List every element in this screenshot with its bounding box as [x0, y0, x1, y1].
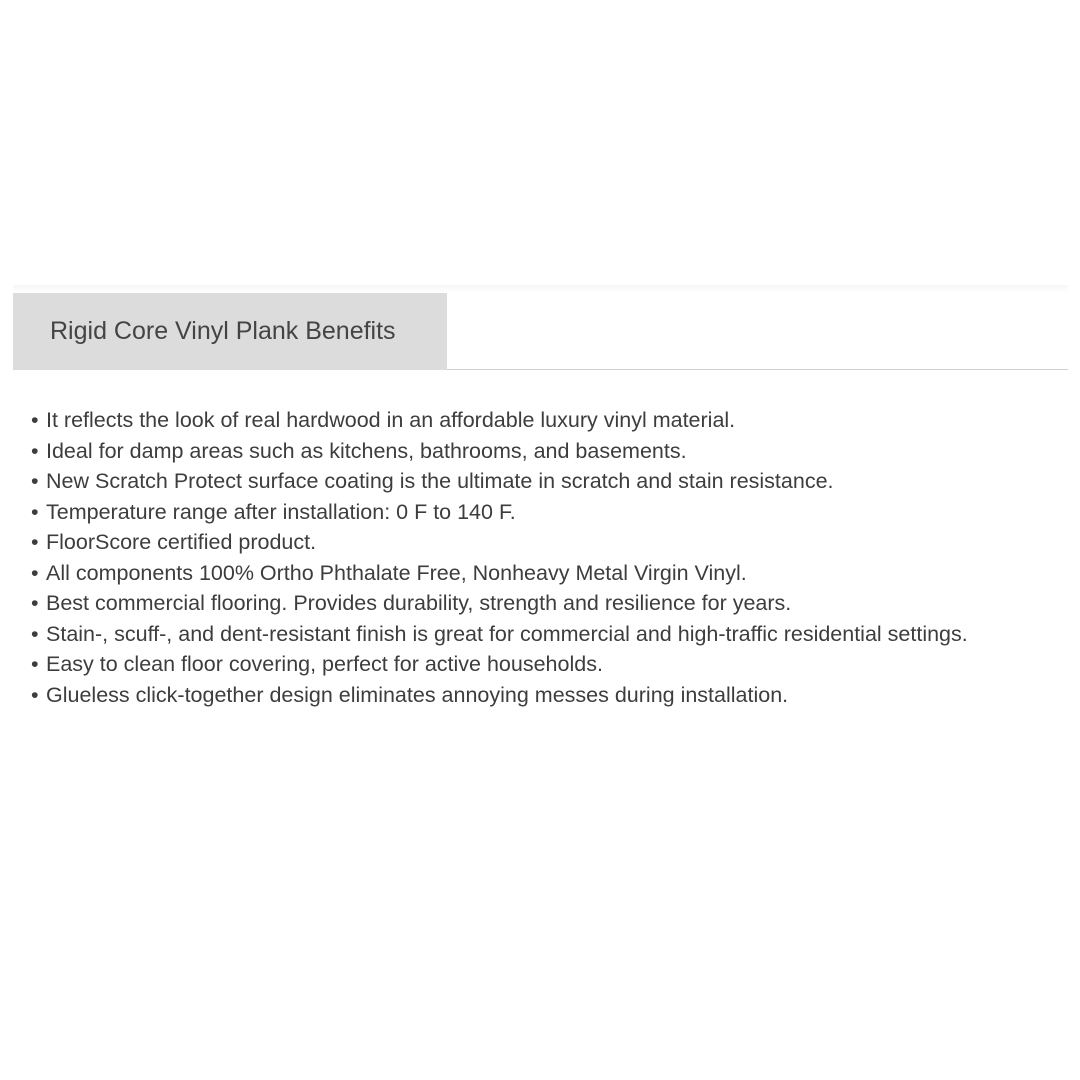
list-item — [31, 497, 1071, 528]
benefit-text: Best commercial flooring. Provides durability, strength and resilience for years. — [46, 591, 792, 615]
list-item — [31, 466, 1071, 497]
bullet: • — [31, 530, 39, 554]
benefit-text: Stain-, scuff-, and dent-resistant finish is great for commercial and high-traffic residential settings. — [46, 621, 968, 646]
benefit-text: All components 100% Ortho Phthalate Free, Nonheavy Metal Virgin Vinyl. — [46, 560, 747, 585]
list-item — [31, 680, 1071, 711]
benefits-list — [31, 405, 1071, 710]
bullet: • — [31, 560, 39, 585]
tab-title: Rigid Core Vinyl Plank Benefits — [50, 317, 396, 345]
bullet: • — [31, 621, 39, 646]
bullet: • — [31, 499, 39, 524]
list-item — [31, 588, 1071, 619]
tab-bar — [13, 293, 1068, 370]
list-item — [31, 527, 1071, 558]
list-item — [31, 558, 1071, 589]
bullet: • — [31, 469, 39, 493]
list-item — [31, 619, 1071, 650]
benefit-text: New Scratch Protect surface coating is the ultimate in scratch and stain resistance. — [46, 469, 834, 493]
benefit-text: Temperature range after installation: 0 F to 140 F. — [46, 499, 516, 524]
benefit-text: Easy to clean floor covering, perfect for active households. — [46, 652, 603, 676]
bullet: • — [31, 408, 39, 432]
panel-top-shade — [13, 285, 1068, 293]
benefit-text: Ideal for damp areas such as kitchens, bathrooms, and basements. — [46, 438, 687, 463]
bullet: • — [31, 438, 39, 463]
list-item — [31, 405, 1071, 436]
bullet: • — [31, 652, 39, 676]
benefit-text: Glueless click-together design eliminates annoying messes during installation. — [46, 682, 789, 707]
benefit-text: FloorScore certified product. — [46, 530, 317, 554]
list-item — [31, 649, 1071, 680]
benefit-text: It reflects the look of real hardwood in an affordable luxury vinyl material. — [46, 408, 736, 432]
tab-rigid-core-benefits[interactable] — [13, 293, 447, 370]
bullet: • — [31, 591, 39, 615]
bullet: • — [31, 682, 39, 707]
product-benefits-panel — [13, 285, 1068, 725]
list-item — [31, 436, 1071, 467]
